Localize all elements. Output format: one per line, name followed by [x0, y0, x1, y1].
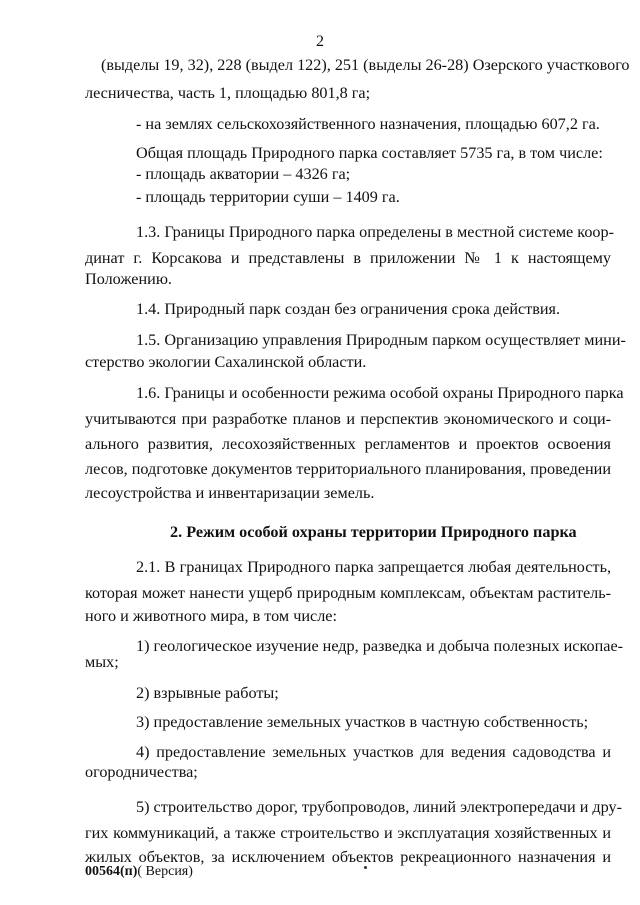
paragraph-1-6-line: учитываются при разработке планов и перспектив экономического и соци- — [85, 410, 611, 428]
paragraph-1-3-line: Положению. — [85, 270, 172, 288]
list-item-5-cont: гих коммуникаций, а также строительство и эксплуатация хозяйственных и — [85, 824, 611, 842]
footer-code: 00564(п) — [85, 864, 138, 879]
paragraph-1-3-line: динат г. Корсакова и представлены в приложении № 1 к настоящему — [85, 249, 611, 267]
paragraph-1-5-line: 1.5. Организацию управления Природным парком осуществляет мини- — [136, 331, 626, 349]
list-item-1-cont: мых; — [85, 653, 119, 671]
paragraph-1-3-line: 1.3. Границы Природного парка определены в местной системе коор- — [136, 223, 615, 241]
scan-speck — [364, 866, 367, 869]
paragraph-1-4-line: 1.4. Природный парк создан без ограничения срока действия. — [136, 300, 561, 318]
list-item-2: 2) взрывные работы; — [136, 684, 279, 702]
footer-version: ( Версия) — [137, 864, 193, 879]
list-item-4: 4) предоставление земельных участков для ведения садоводства и — [136, 743, 611, 761]
list-item-5-cont: жилых объектов, за исключением объектов рекреационного назначения и — [85, 848, 611, 866]
list-item-3: 3) предоставление земельных участков в частную собственность; — [136, 713, 589, 731]
paragraph-1-5-line: стерство экологии Сахалинской области. — [85, 353, 367, 371]
paragraph-1-6-line: ального развития, лесохозяйственных регламентов и проектов освоения — [85, 435, 611, 453]
list-item-5: 5) строительство дорог, трубопроводов, линий электропередачи и дру- — [136, 798, 623, 816]
text-line: - на землях сельскохозяйственного назначения, площадью 607,2 га. — [136, 115, 600, 133]
paragraph-2-1-line: которая может нанести ущерб природным комплексам, объектам раститель- — [85, 584, 611, 602]
paragraph-1-6-line: лесов, подготовке документов территориального планирования, проведении — [85, 460, 611, 478]
document-footer — [85, 864, 193, 880]
paragraph-2-1-line: 2.1. В границах Природного парка запрещается любая деятельность, — [136, 558, 611, 576]
text-line: (выделы 19, 32), 228 (выдел 122), 251 (выделы 26-28) Озерского участкового — [101, 56, 630, 74]
section-heading: 2. Режим особой охраны территории Природного парка — [170, 523, 577, 541]
paragraph-1-6-line: 1.6. Границы и особенности режима особой охраны Природного парка — [136, 384, 624, 402]
text-line: - площадь территории суши – 1409 га. — [136, 188, 400, 206]
paragraph-1-6-line: лесоустройства и инвентаризации земель. — [85, 484, 375, 502]
list-item-1: 1) геологическое изучение недр, разведка и добыча полезных ископае- — [136, 637, 624, 655]
text-line: лесничества, часть 1, площадью 801,8 га; — [85, 84, 371, 102]
text-line: - площадь акватории – 4326 га; — [136, 165, 351, 183]
paragraph-2-1-line: ного и животного мира, в том числе: — [85, 607, 337, 625]
page-number: 2 — [316, 33, 324, 50]
text-line: Общая площадь Природного парка составляет 5735 га, в том числе: — [136, 144, 603, 162]
list-item-4-cont: огородничества; — [85, 763, 198, 781]
